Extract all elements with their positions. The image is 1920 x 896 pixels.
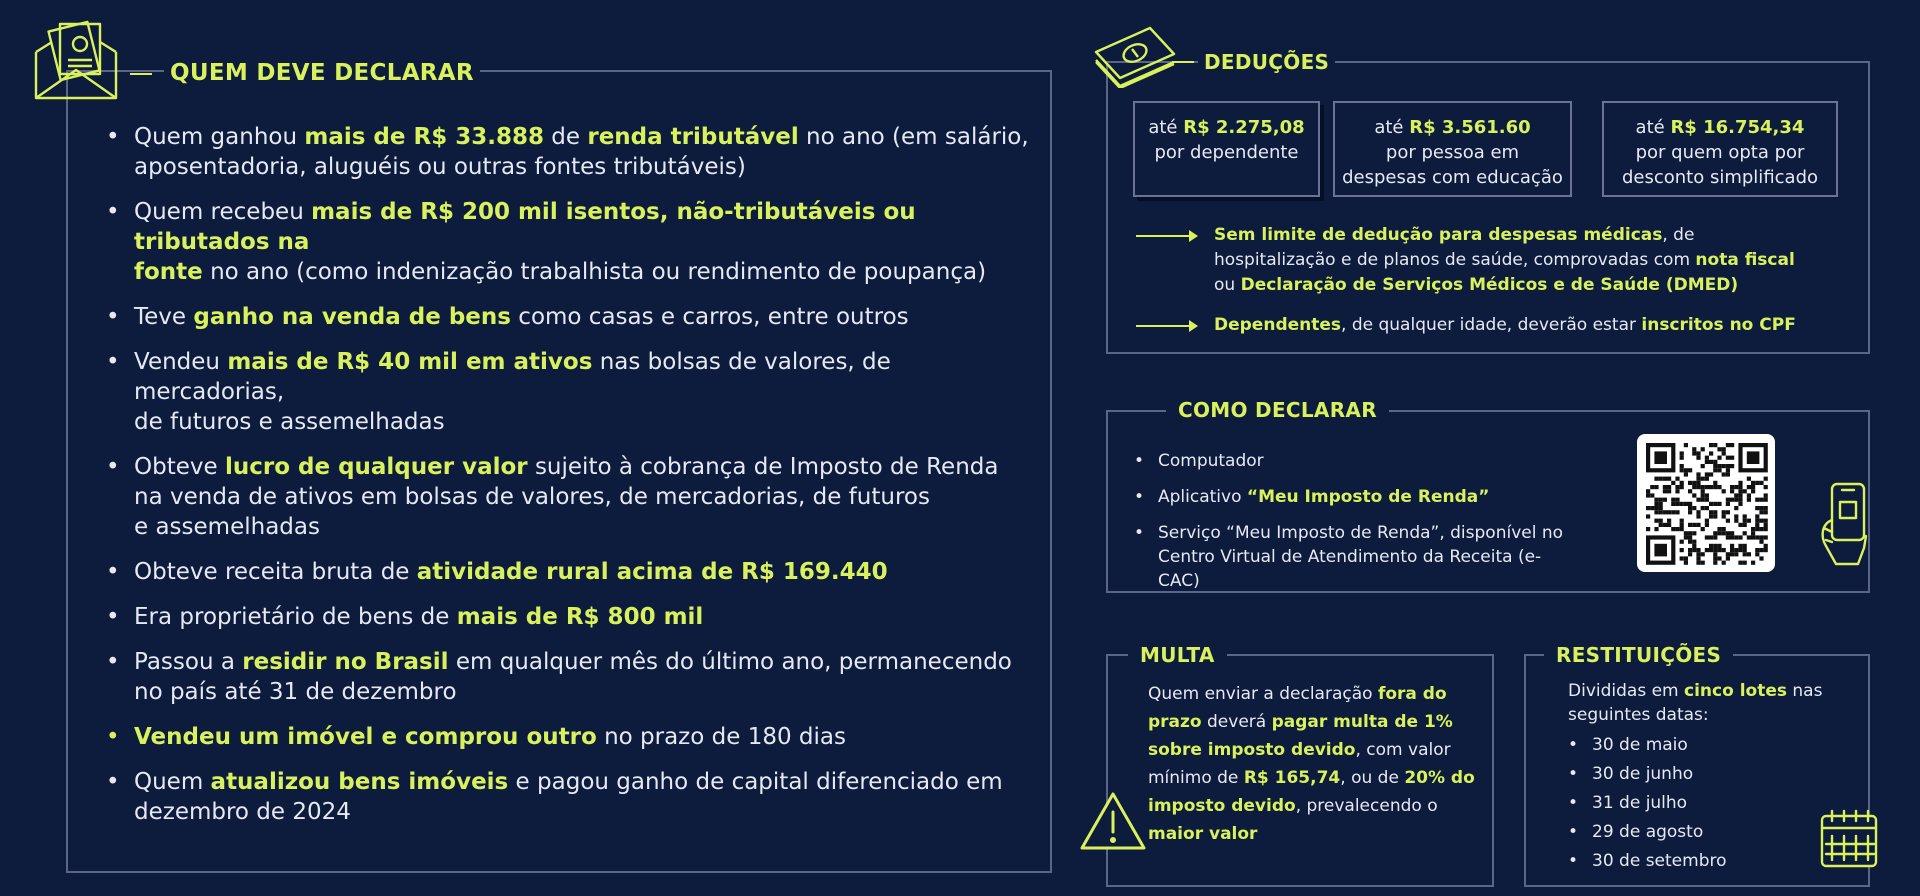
text-segment: e pagou ganho de capital diferenciado em	[508, 769, 1003, 795]
como-list-item	[1134, 485, 1574, 509]
highlight-text: Sem limite de dedução para despesas médicas	[1214, 225, 1663, 245]
highlight-text: “Meu Imposto de Renda”	[1246, 487, 1490, 507]
arrow-icon	[1136, 325, 1196, 327]
text-segment: Divididas em	[1568, 681, 1685, 701]
date-text: 30 de maio	[1592, 735, 1688, 755]
highlight-text: sobre imposto devido	[1148, 740, 1356, 760]
restituicao-date	[1568, 818, 1768, 847]
highlight-text: R$ 2.275,08	[1183, 117, 1305, 138]
text-segment: , ou de	[1340, 768, 1405, 788]
calendar-icon	[1818, 808, 1882, 874]
quem-list-item	[106, 557, 1046, 587]
highlight-text: mais de R$ 40 mil em ativos	[227, 349, 593, 375]
text-segment: nas	[1786, 681, 1823, 701]
restituicao-date	[1568, 789, 1768, 818]
quem-list-item	[106, 302, 1046, 332]
date-text: 30 de setembro	[1592, 851, 1727, 871]
bullet: •	[106, 304, 120, 330]
quem-list-item	[106, 602, 1046, 632]
text-segment: ou	[1214, 275, 1241, 295]
text-segment: , com valor	[1355, 740, 1451, 760]
quem-list-item	[106, 347, 1046, 437]
text-segment: , prevalecendo o	[1295, 796, 1438, 816]
quem-list-item	[106, 122, 1046, 182]
date-text: 31 de julho	[1592, 793, 1688, 813]
como-list-item	[1134, 521, 1574, 593]
bullet: •	[106, 199, 120, 225]
money-stack-icon	[1090, 22, 1180, 92]
highlight-text: ganho na venda de bens	[193, 304, 511, 330]
bullet: •	[1134, 451, 1145, 471]
text-segment: Aplicativo	[1158, 487, 1247, 507]
quem-deve-declarar-title: QUEM DEVE DECLARAR	[164, 58, 480, 88]
bullet: •	[1568, 851, 1579, 871]
text-segment: por pessoa em	[1385, 142, 1520, 163]
bullet: •	[1568, 822, 1579, 842]
highlight-text: cinco lotes	[1684, 681, 1787, 701]
text-segment: de	[543, 124, 588, 150]
highlight-text: R$ 3.561.60	[1409, 117, 1531, 138]
highlight-text: renda tributável	[587, 124, 799, 150]
text-segment: Teve	[134, 304, 194, 330]
text-segment: nas bolsas de valores, de mercadorias,	[134, 349, 891, 405]
text-segment: no ano (em salário,	[798, 124, 1029, 150]
text-segment: , de	[1662, 225, 1695, 245]
deducao-simplificado	[1602, 101, 1838, 197]
quem-list-item	[106, 647, 1046, 707]
highlight-text: pagar multa de 1%	[1271, 712, 1453, 732]
highlight-text: fora do	[1377, 684, 1447, 704]
highlight-text: lucro de qualquer valor	[224, 454, 528, 480]
text-segment: despesas com educação	[1342, 167, 1563, 188]
deducoes-dash	[1172, 61, 1194, 63]
phone-hand-icon	[1816, 480, 1874, 580]
restituicao-date	[1568, 760, 1768, 789]
text-segment: Quem	[134, 769, 211, 795]
deducoes-title: DEDUÇÕES	[1198, 48, 1335, 76]
quem-list-item	[106, 452, 1046, 542]
text-segment: Era proprietário de bens de	[134, 604, 457, 630]
como-list	[1134, 449, 1574, 605]
highlight-text: Vendeu um imóvel e comprou outro	[134, 724, 597, 750]
text-segment: hospitalização e de planos de saúde, comprovadas com	[1214, 250, 1696, 270]
restituicoes-title: RESTITUIÇÕES	[1544, 641, 1733, 669]
text-segment: aposentadoria, aluguéis ou outras fontes tributáveis)	[134, 154, 746, 180]
deducao-educacao	[1333, 101, 1572, 197]
bullet: •	[1134, 487, 1145, 507]
highlight-text: fonte	[134, 259, 203, 285]
bullet: •	[1568, 764, 1579, 784]
highlight-text: mais de R$ 800 mil	[456, 604, 704, 630]
text-segment: Obteve	[134, 454, 225, 480]
bullet: •	[1134, 523, 1145, 543]
quem-list-item	[106, 722, 1046, 752]
money-envelope-icon	[30, 18, 122, 106]
text-segment: no país até 31 de dezembro	[134, 679, 457, 705]
bullet: •	[106, 649, 120, 675]
text-segment: sujeito à cobrança de Imposto de Renda	[527, 454, 999, 480]
highlight-text: mais de R$ 200 mil isentos, não-tributáveis ou tributados na	[134, 199, 916, 255]
como-declarar-title: COMO DECLARAR	[1166, 396, 1389, 424]
text-segment: até	[1635, 117, 1671, 138]
highlight-text: Dependentes	[1214, 315, 1342, 335]
deducao-dependente	[1133, 101, 1320, 197]
text-segment: mínimo de	[1148, 768, 1244, 788]
bullet: •	[106, 454, 120, 480]
text-segment: no ano (como indenização trabalhista ou rendimento de poupança)	[202, 259, 987, 285]
highlight-text: prazo	[1148, 712, 1202, 732]
highlight-text: R$ 16.754,34	[1670, 117, 1805, 138]
text-segment: seguintes datas:	[1568, 705, 1709, 725]
text-segment: até	[1148, 117, 1184, 138]
bullet: •	[106, 604, 120, 630]
quem-list-item	[106, 197, 1046, 287]
text-segment: por dependente	[1154, 142, 1299, 163]
text-segment: Centro Virtual de Atendimento da Receita (e-CAC)	[1158, 547, 1542, 591]
highlight-text: residir no Brasil	[242, 649, 449, 675]
restituicoes-intro	[1568, 679, 1848, 727]
restituicoes-dates	[1568, 731, 1768, 876]
bullet: •	[106, 124, 120, 150]
highlight-text: atualizou bens imóveis	[210, 769, 509, 795]
text-segment: na venda de ativos em bolsas de valores, de mercadorias, de futuros	[134, 484, 930, 510]
text-segment: Vendeu	[134, 349, 228, 375]
text-segment: deverá	[1201, 712, 1272, 732]
restituicao-date	[1568, 847, 1768, 876]
highlight-text: atividade rural acima de R$ 169.440	[416, 559, 888, 585]
date-text: 30 de junho	[1592, 764, 1694, 784]
multa-title: MULTA	[1128, 641, 1227, 669]
text-segment: em qualquer mês do último ano, permanecendo	[448, 649, 1012, 675]
text-segment: e assemelhadas	[134, 514, 320, 540]
text-segment: Computador	[1158, 451, 1264, 471]
bullet: •	[106, 559, 120, 585]
bullet: •	[106, 724, 120, 750]
warning-icon	[1078, 790, 1148, 858]
text-segment: até	[1374, 117, 1410, 138]
bullet: •	[1568, 735, 1579, 755]
text-segment: Quem recebeu	[134, 199, 312, 225]
highlight-text: Declaração de Serviços Médicos e de Saúde (DMED)	[1240, 275, 1739, 295]
text-segment: desconto simplificado	[1621, 167, 1819, 188]
date-text: 29 de agosto	[1592, 822, 1704, 842]
text-segment: Obteve receita bruta de	[134, 559, 417, 585]
restituicao-date	[1568, 731, 1768, 760]
quem-list-item	[106, 767, 1046, 827]
text-segment: Quem enviar a declaração	[1148, 684, 1378, 704]
highlight-text: R$ 165,74	[1243, 768, 1341, 788]
bullet: •	[106, 349, 120, 375]
como-list-item	[1134, 449, 1574, 473]
highlight-text: mais de R$ 33.888	[304, 124, 544, 150]
text-segment: como casas e carros, entre outros	[510, 304, 909, 330]
arrow-icon	[1136, 235, 1196, 237]
title-dash	[130, 73, 152, 75]
bullet: •	[1568, 793, 1579, 813]
qr-code[interactable]	[1637, 434, 1775, 572]
text-segment: Serviço “Meu Imposto de Renda”, disponível no	[1158, 523, 1564, 543]
text-segment: Passou a	[134, 649, 243, 675]
text-segment: , de qualquer idade, deverão estar	[1341, 315, 1642, 335]
text-segment: de futuros e assemelhadas	[134, 409, 445, 435]
highlight-text: nota fiscal	[1695, 250, 1795, 270]
highlight-text: maior valor	[1148, 824, 1258, 844]
multa-text	[1148, 680, 1478, 848]
bullet: •	[106, 769, 120, 795]
highlight-text: inscritos no CPF	[1641, 315, 1796, 335]
text-segment: no prazo de 180 dias	[596, 724, 846, 750]
text-segment: dezembro de 2024	[134, 799, 351, 825]
text-segment: Quem ganhou	[134, 124, 305, 150]
highlight-text: imposto devido	[1148, 796, 1296, 816]
text-segment: por quem opta por	[1635, 142, 1805, 163]
quem-list	[106, 122, 1046, 842]
highlight-text: 20% do	[1404, 768, 1475, 788]
